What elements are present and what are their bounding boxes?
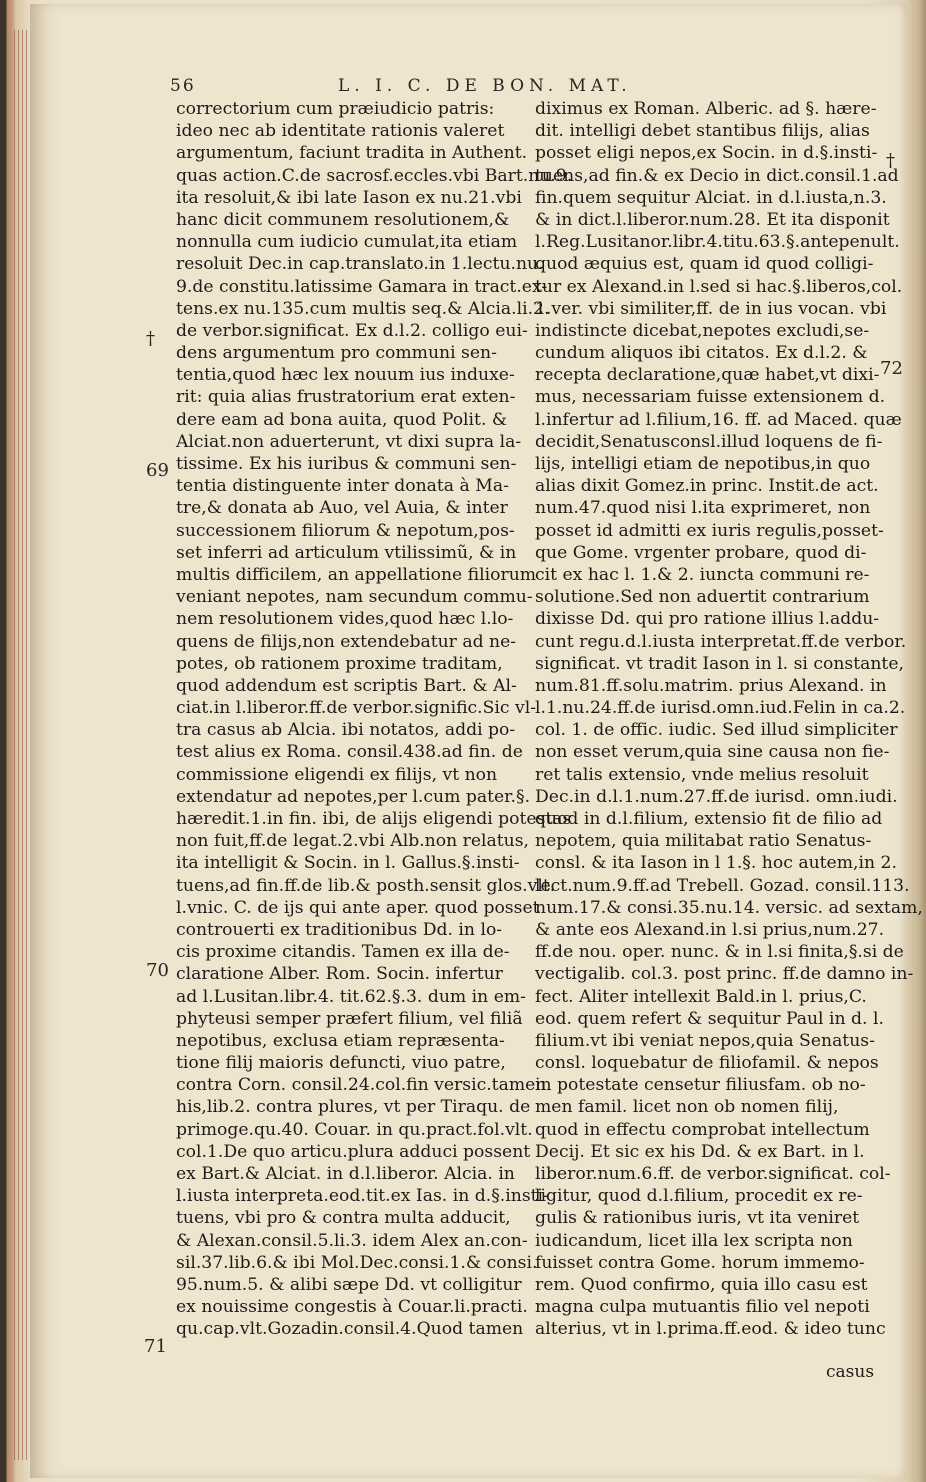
margin-number-70: 70 — [146, 960, 169, 981]
text-line: veniant nepotes, nam secundum commu- — [176, 587, 533, 608]
text-line: Decij. Et sic ex his Dd. & ex Bart. in l. — [535, 1141, 865, 1162]
text-line: Dec.in d.l.1.num.27.ff.de iurisd. omn.iudi. — [535, 786, 898, 807]
text-line: num.47.quod nisi l.ita exprimeret, non — [535, 498, 871, 519]
text-line: col.1.De quo articu.plura adduci possent — [176, 1141, 531, 1162]
text-line: liberor.num.6.ff. de verbor.significat. col- — [535, 1164, 891, 1184]
text-line: lijs, intelligi etiam de nepotibus,in quo — [535, 454, 871, 474]
page-number: 56 — [170, 76, 196, 96]
text-line: cis proxime citandis. Tamen ex illa de- — [176, 942, 510, 963]
text-line: primoge.qu.40. Couar. in qu.pract.fol.vlt. — [176, 1119, 533, 1140]
text-line: filium.vt ibi veniat nepos,quia Senatus- — [535, 1030, 875, 1051]
text-line: consl. loquebatur de filiofamil. & nepos — [535, 1053, 879, 1074]
text-line: resoluit Dec.in cap.translato.in 1.lectu.nu. — [176, 254, 544, 275]
text-line: vectigalib. col.3. post princ. ff.de damno in- — [535, 964, 914, 985]
text-line: & in dict.l.liberor.num.28. Et ita disponit — [535, 209, 890, 230]
text-line: indistincte dicebat,nepotes excludi,se- — [535, 320, 870, 341]
text-line: ciat.in l.liberor.ff.de verbor.signific.Sic vl- — [176, 698, 537, 719]
text-line: tur ex Alexand.in l.sed si hac.§.liberos,col. — [535, 276, 903, 297]
text-line: fect. Aliter intellexit Bald.in l. prius,C. — [535, 986, 867, 1007]
text-line: controuerti ex traditionibus Dd. in lo- — [176, 919, 503, 940]
text-line: consl. & ita Iason in l 1.§. hoc autem,in 2. — [535, 853, 897, 874]
text-line: dixisse Dd. qui pro ratione illius l.addu- — [535, 609, 880, 630]
page-header — [170, 76, 830, 100]
text-line: tens.ex nu.135.cum multis seq.& Alcia.li.2. — [176, 298, 550, 319]
text-line: tione filij maioris defuncti, viuo patre, — [176, 1053, 506, 1074]
text-line: correctorium cum præiudicio patris: — [176, 99, 495, 119]
text-line: solutione.Sed non aduertit contrarium — [535, 587, 870, 608]
text-line: hæredit.1.in fin. ibi, de alijs eligendi potestas — [176, 809, 572, 829]
text-line: magna culpa mutuantis filio vel nepoti — [535, 1297, 870, 1318]
text-line: 1.ver. vbi similiter,ff. de in ius vocan. vbi — [535, 298, 887, 319]
text-line: l.iusta interpreta.eod.tit.ex Ias. in d.§.insti- — [176, 1186, 549, 1207]
catchword: casus — [826, 1362, 875, 1382]
text-line: successionem filiorum & nepotum,pos- — [176, 520, 515, 541]
text-line: rit: quia alias frustratorium erat exten- — [176, 387, 516, 408]
text-line: sil.37.lib.6.& ibi Mol.Dec.consi.1.& consi. — [176, 1252, 538, 1273]
text-line: fin.quem sequitur Alciat. in d.l.iusta,n.3. — [535, 187, 887, 208]
text-line: & Alexan.consil.5.li.3. idem Alex an.con- — [176, 1230, 528, 1251]
text-line: de verbor.significat. Ex d.l.2. colligo eui- — [176, 320, 528, 341]
text-line: dit. intelligi debet stantibus filijs, alias — [535, 121, 870, 142]
text-line: cundum aliquos ibi citatos. Ex d.l.2. & — [535, 343, 868, 364]
text-line: qu.cap.vlt.Gozadin.consil.4.Quod tamen — [176, 1319, 524, 1340]
text-line: ligitur, quod d.l.filium, procedit ex re- — [535, 1186, 863, 1207]
text-line: mus, necessariam fuisse extensionem d. — [535, 387, 886, 408]
text-line: iudicandum, licet illa lex scripta non — [535, 1230, 853, 1251]
text-line: quas action.C.de sacrosf.eccles.vbi Bart.nu.9. — [176, 165, 573, 186]
text-line: phyteusi semper præfert filium, vel filiã — [176, 1008, 523, 1029]
text-line: quod in d.l.filium, extensio fit de filio ad — [535, 809, 883, 829]
text-line: ita intelligit & Socin. in l. Gallus.§.insti- — [176, 853, 520, 874]
text-line: alterius, vt in l.prima.ff.eod. & ideo tunc — [535, 1319, 886, 1340]
text-line: num.81.ff.solu.matrim. prius Alexand. in — [535, 675, 887, 696]
text-line: cit ex hac l. 1.& 2. iuncta communi re- — [535, 564, 870, 585]
text-line: col. 1. de offic. iudic. Sed illud simpliciter — [535, 720, 898, 741]
text-line: in potestate censetur filiusfam. ob no- — [535, 1075, 866, 1096]
text-line: & ante eos Alexand.in l.si prius,num.27. — [535, 919, 885, 940]
left-text-column — [176, 98, 573, 1341]
text-line: tuens, vbi pro & contra multa adducit, — [176, 1208, 511, 1229]
text-line: l.vnic. C. de ijs qui ante aper. quod posset — [176, 897, 540, 918]
text-line: quod in effectu comprobat intellectum — [535, 1119, 870, 1140]
text-line: nepotem, quia militabat ratio Senatus- — [535, 831, 872, 852]
text-line: rem. Quod confirmo, quia illo casu est — [535, 1274, 868, 1295]
text-line: non esset verum,quia sine causa non fie- — [535, 742, 890, 763]
text-line: nonnulla cum iudicio cumulat,ita etiam — [176, 232, 518, 253]
text-line: significat. vt tradit Iason in l. si constante, — [535, 653, 904, 674]
text-line: commissione eligendi ex filijs, vt non — [176, 764, 498, 785]
text-line: ret talis extensio, vnde melius resoluit — [535, 764, 869, 785]
text-line: test alius ex Roma. consil.438.ad fin. de — [176, 742, 523, 763]
margin-number-72: 72 — [880, 358, 903, 379]
text-line: num.17.& consi.35.nu.14. versic. ad sextam, — [535, 897, 923, 918]
text-line: dere eam ad bona auita, quod Polit. & — [176, 409, 508, 430]
text-line: set inferri ad articulum vtilissimũ, & in — [176, 542, 517, 563]
text-line: dens argumentum pro communi sen- — [176, 343, 497, 364]
text-line: nepotibus, exclusa etiam repræsenta- — [176, 1030, 505, 1051]
text-line: hanc dicit communem resolutionem,& — [176, 209, 510, 230]
text-line: posset eligi nepos,ex Socin. in d.§.insti- — [535, 143, 878, 164]
running-title: L. I. C. DE BON. MAT. — [338, 76, 632, 96]
text-line: tentia distinguente inter donata à Ma- — [176, 476, 509, 497]
text-line: tuens,ad fin.& ex Decio in dict.consil.1.ad — [535, 165, 899, 186]
text-line: multis difficilem, an appellatione filiorum — [176, 564, 537, 585]
text-line: argumentum, faciunt tradita in Authent. — [176, 143, 528, 164]
text-line: claratione Alber. Rom. Socin. infertur — [176, 964, 503, 985]
text-line: tentia,quod hæc lex nouum ius induxe- — [176, 365, 515, 386]
text-line: ex nouissime congestis à Couar.li.practi. — [176, 1297, 528, 1318]
text-line: ex Bart.& Alciat. in d.l.liberor. Alcia. in — [176, 1164, 515, 1184]
text-line: ita resoluit,& ibi late Iason ex nu.21.vbi — [176, 187, 522, 208]
text-line: ad l.Lusitan.libr.4. tit.62.§.3. dum in em- — [176, 986, 526, 1007]
text-line: tra casus ab Alcia. ibi notatos, addi po- — [176, 720, 516, 741]
text-line: fuisset contra Gome. horum immemo- — [535, 1252, 865, 1273]
text-line: cunt regu.d.l.iusta interpretat.ff.de verbor. — [535, 631, 907, 652]
text-line: decidit,Senatusconsl.illud loquens de fi- — [535, 431, 883, 452]
text-line: tuens,ad fin.ff.de lib.& posth.sensit glos.vlt. — [176, 875, 556, 896]
text-line: his,lib.2. contra plures, vt per Tiraqu. de — [176, 1097, 531, 1118]
text-line: tissime. Ex his iuribus & communi sen- — [176, 454, 517, 474]
text-line: quod addendum est scriptis Bart. & Al- — [176, 675, 517, 696]
text-line: ideo nec ab identitate rationis valeret — [176, 121, 505, 142]
text-line: ff.de nou. oper. nunc. & in l.si finita,§.si de — [535, 942, 904, 963]
text-line: lect.num.9.ff.ad Trebell. Gozad. consil.113. — [535, 875, 910, 896]
text-line: tre,& donata ab Auo, vel Auia, & inter — [176, 498, 508, 519]
text-line: nem resolutionem vides,quod hæc l.lo- — [176, 609, 514, 630]
text-line: l.1.nu.24.ff.de iurisd.omn.iud.Felin in ca.2. — [535, 698, 906, 719]
text-line: Alciat.non aduerterunt, vt dixi supra la- — [176, 431, 522, 452]
text-line: posset id admitti ex iuris regulis,posset- — [535, 520, 884, 541]
margin-number-69: 69 — [146, 460, 169, 481]
text-line: contra Corn. consil.24.col.fin versic.tamen — [176, 1075, 547, 1096]
text-line: l.infertur ad l.filium,16. ff. ad Maced. quæ — [535, 409, 902, 430]
text-line: extendatur ad nepotes,per l.cum pater.§. — [176, 786, 531, 807]
margin-number-71: 71 — [144, 1336, 167, 1357]
text-line: quens de filijs,non extendebatur ad ne- — [176, 631, 517, 652]
text-line: l.Reg.Lusitanor.libr.4.titu.63.§.antepenult. — [535, 232, 900, 253]
text-line: 95.num.5. & alibi sæpe Dd. vt colligitur — [176, 1274, 522, 1295]
text-line: 9.de constitu.latissime Gamara in tract.ex- — [176, 276, 548, 297]
text-line: gulis & rationibus iuris, vt ita veniret — [535, 1208, 860, 1229]
text-line: que Gome. vrgenter probare, quod di- — [535, 542, 867, 563]
text-line: non fuit,ff.de legat.2.vbi Alb.non relatus, — [176, 831, 530, 852]
text-line: alias dixit Gomez.in princ. Instit.de act. — [535, 476, 879, 497]
text-line: eod. quem refert & sequitur Paul in d. l. — [535, 1008, 884, 1029]
text-line: potes, ob rationem proxime traditam, — [176, 653, 503, 674]
margin-dagger-left: † — [146, 328, 155, 349]
text-line: diximus ex Roman. Alberic. ad §. hære- — [535, 99, 877, 119]
text-line: men famil. licet non ob nomen filij, — [535, 1097, 839, 1118]
text-line: recepta declaratione,quæ habet,vt dixi- — [535, 365, 880, 386]
margin-dagger-right: † — [886, 150, 895, 171]
text-line: quod æquius est, quam id quod colligi- — [535, 254, 874, 275]
